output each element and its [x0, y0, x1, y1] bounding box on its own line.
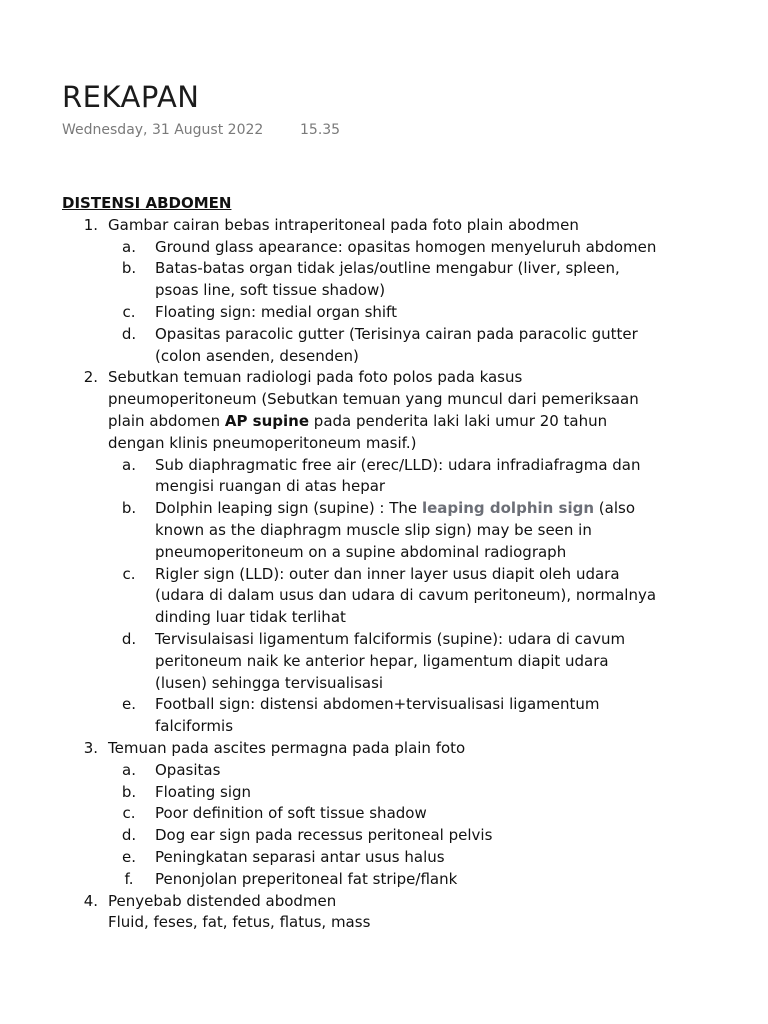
sub-letter: b.	[121, 499, 137, 518]
sub-item	[62, 455, 662, 499]
list-item-text: Temuan pada ascites permagna pada plain foto	[108, 738, 466, 757]
sub-text: Tervisulaisasi ligamentum falciformis (supine): udara di cavum peritoneum naik ke anterior hepar, ligamentum diapit udara (lusen) sehingga tervisualisasi	[155, 629, 626, 692]
numbered-list	[62, 215, 662, 934]
list-item-text-part: pada penderita laki laki umur 20 tahun dengan klinis pneumoperitoneum masif.)	[108, 411, 608, 452]
sub-item	[62, 498, 662, 563]
sub-text-part: (also known as the diaphragm muscle slip sign) may be seen in pneumoperitoneum on a supine abdominal radiograph	[155, 499, 636, 561]
list-item-text: Gambar cairan bebas intraperitoneal pada foto plain abodmen	[108, 215, 579, 234]
sub-text: Batas-batas organ tidak jelas/outline mengabur (liver, spleen, psoas line, soft tissue shadow)	[155, 259, 620, 300]
sub-item	[62, 847, 662, 869]
list-number: 1.	[83, 215, 98, 234]
list-item-2	[62, 367, 662, 454]
sub-item	[62, 324, 662, 368]
list-number: 2.	[83, 368, 98, 387]
list-item-text-part: Sebutkan temuan radiologi pada foto polos pada kasus pneumoperitoneum (Sebutkan temuan yang muncul dari pemeriksaan plain abdomen	[108, 368, 639, 430]
sub-item	[62, 564, 662, 629]
leaping-dolphin-sign-link[interactable]: leaping dolphin sign	[421, 499, 595, 518]
sub-text: Floating sign	[155, 782, 252, 801]
list-item-extra-text: Fluid, feses, fat, fetus, flatus, mass	[108, 913, 371, 932]
bold-text: AP supine	[224, 411, 310, 430]
sub-item	[62, 302, 662, 324]
sub-letter: e.	[122, 695, 136, 714]
sub-letter: a.	[122, 760, 136, 779]
list-number: 3.	[83, 738, 98, 757]
sub-text: Opasitas	[155, 760, 221, 779]
sub-text: Peningkatan separasi antar usus halus	[155, 847, 445, 866]
sub-letter: f.	[124, 869, 134, 888]
list-item-text	[108, 367, 662, 454]
sub-item	[62, 258, 662, 302]
sub-letter: b.	[121, 782, 137, 801]
sub-letter: c.	[122, 302, 136, 321]
sub-item	[62, 803, 662, 825]
list-item-4	[62, 891, 662, 935]
list-item-1	[62, 215, 662, 237]
sub-item	[62, 629, 662, 694]
sub-list	[62, 237, 662, 368]
page-date: Wednesday, 31 August 2022	[62, 122, 264, 138]
list-item-3	[62, 738, 662, 760]
sub-list	[62, 455, 662, 738]
sub-text: Penonjolan preperitoneal fat stripe/flank	[155, 869, 458, 888]
sub-letter: e.	[122, 847, 136, 866]
sub-item	[62, 237, 662, 259]
sub-text: Floating sign: medial organ shift	[155, 302, 397, 321]
sub-text	[155, 498, 662, 563]
note-body	[62, 193, 662, 934]
sub-text: Opasitas paracolic gutter (Terisinya cairan pada paracolic gutter (colon asenden, desenden)	[155, 324, 638, 365]
sub-item	[62, 825, 662, 847]
sub-list	[62, 760, 662, 891]
sub-text: Poor definition of soft tissue shadow	[155, 804, 427, 823]
sub-letter: c.	[122, 804, 136, 823]
sub-letter: b.	[121, 259, 137, 278]
list-item-text: Penyebab distended abodmen	[108, 891, 337, 910]
sub-letter: a.	[122, 455, 136, 474]
sub-letter: d.	[121, 826, 137, 845]
page-title: REKAPAN	[62, 80, 200, 114]
sub-text: Ground glass apearance: opasitas homogen menyeluruh abdomen	[155, 237, 657, 256]
sub-text: Football sign: distensi abdomen+tervisualisasi ligamentum falciformis	[155, 695, 600, 736]
page-time: 15.35	[300, 122, 341, 138]
sub-letter: d.	[121, 629, 137, 648]
sub-text: Dog ear sign pada recessus peritoneal pelvis	[155, 826, 493, 845]
sub-text-part: Dolphin leaping sign (supine) : The	[155, 499, 422, 518]
sub-letter: d.	[121, 324, 137, 343]
section-heading: DISTENSI ABDOMEN	[62, 194, 232, 212]
sub-item	[62, 782, 662, 804]
list-number: 4.	[83, 891, 98, 910]
sub-letter: a.	[122, 237, 136, 256]
sub-text: Sub diaphragmatic free air (erec/LLD): udara infradiafragma dan mengisi ruangan di atas hepar	[155, 455, 641, 496]
sub-item	[62, 760, 662, 782]
sub-item	[62, 869, 662, 891]
sub-text: Rigler sign (LLD): outer dan inner layer usus diapit oleh udara (udara di dalam usus dan udara di cavum peritoneum), normalnya dinding luar tidak terlihat	[155, 564, 657, 627]
sub-letter: c.	[122, 564, 136, 583]
sub-item	[62, 694, 662, 738]
